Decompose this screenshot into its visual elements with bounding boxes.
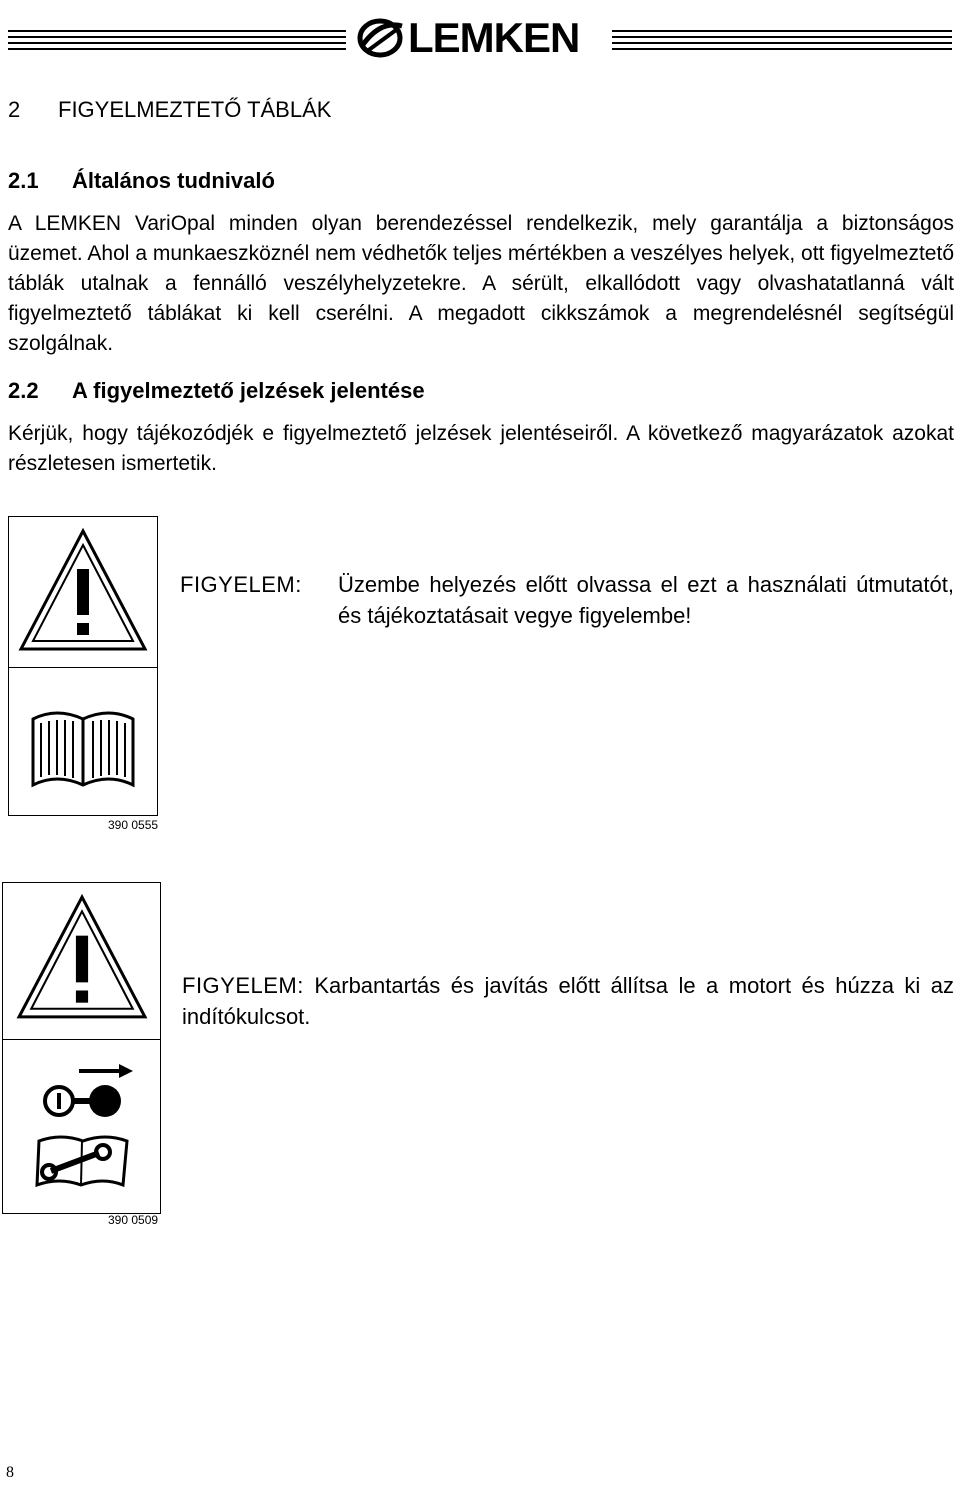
lemken-logo bbox=[356, 14, 606, 66]
subsection-number: 2.1 bbox=[8, 168, 39, 193]
subsection-heading-general bbox=[8, 166, 275, 196]
warning-triangle-icon bbox=[15, 891, 149, 1025]
warning-label: FIGYELEM: bbox=[182, 973, 304, 998]
page-number: 8 bbox=[6, 1464, 14, 1481]
warning-triangle-icon bbox=[17, 525, 149, 657]
warning-label: FIGYELEM: bbox=[180, 572, 302, 597]
sign-part-number: 390 0509 bbox=[108, 1213, 159, 1227]
subsection-title: A figyelmeztető jelzések jelentése bbox=[72, 378, 425, 403]
warning-description bbox=[182, 970, 954, 1032]
ignition-key-icon bbox=[39, 1061, 135, 1121]
brand-name: LEMKEN bbox=[408, 14, 580, 61]
warning-text: Üzembe helyezés előtt olvassa el ezt a használati útmutatót, és tájékoztatásait vegye figyelembe! bbox=[338, 572, 954, 628]
general-info-paragraph: A LEMKEN VariOpal minden olyan berendezéssel rendelkezik, mely garantálja a biztonságos üzemet. Ahol a munkaeszköznél nem védhetők teljes mértékben a veszélyes helyek, ott figyelmeztető táblák utalnak a fennálló veszélyhelyzetekre. A sérült, elkallódott vagy olvashatatlanná vált figyelmeztető táblákat ki kell cserélni. A megadott cikkszámok a megrendelésnél segítségül szolgálnak. bbox=[8, 212, 954, 355]
page-header bbox=[0, 10, 960, 62]
section-number: 2 bbox=[8, 97, 21, 122]
header-rule-left bbox=[8, 28, 346, 50]
wrench-manual-icon bbox=[33, 1127, 133, 1191]
header-rule-right bbox=[612, 28, 952, 50]
subsection-title: Általános tudnivaló bbox=[72, 168, 275, 193]
warning-description bbox=[180, 569, 954, 631]
lemken-emblem-icon bbox=[356, 16, 406, 60]
open-book-icon bbox=[27, 697, 139, 793]
warning-sign-stop-engine bbox=[2, 882, 161, 1214]
subsection-number: 2.2 bbox=[8, 378, 39, 403]
sign-part-number: 390 0555 bbox=[108, 818, 159, 832]
section-title: FIGYELMEZTETŐ TÁBLÁK bbox=[58, 97, 332, 122]
warning-text: Karbantartás és javítás előtt állítsa le a motort és húzza ki az indítókulcsot. bbox=[182, 973, 954, 1029]
section-heading bbox=[8, 95, 331, 125]
subsection-heading-meaning bbox=[8, 376, 425, 406]
meaning-paragraph: Kérjük, hogy tájékozódjék e figyelmeztető jelzések jelentéseiről. A következő magyarázatok azokat részletesen ismertetik. bbox=[8, 422, 954, 475]
warning-sign-read-manual bbox=[8, 516, 158, 816]
